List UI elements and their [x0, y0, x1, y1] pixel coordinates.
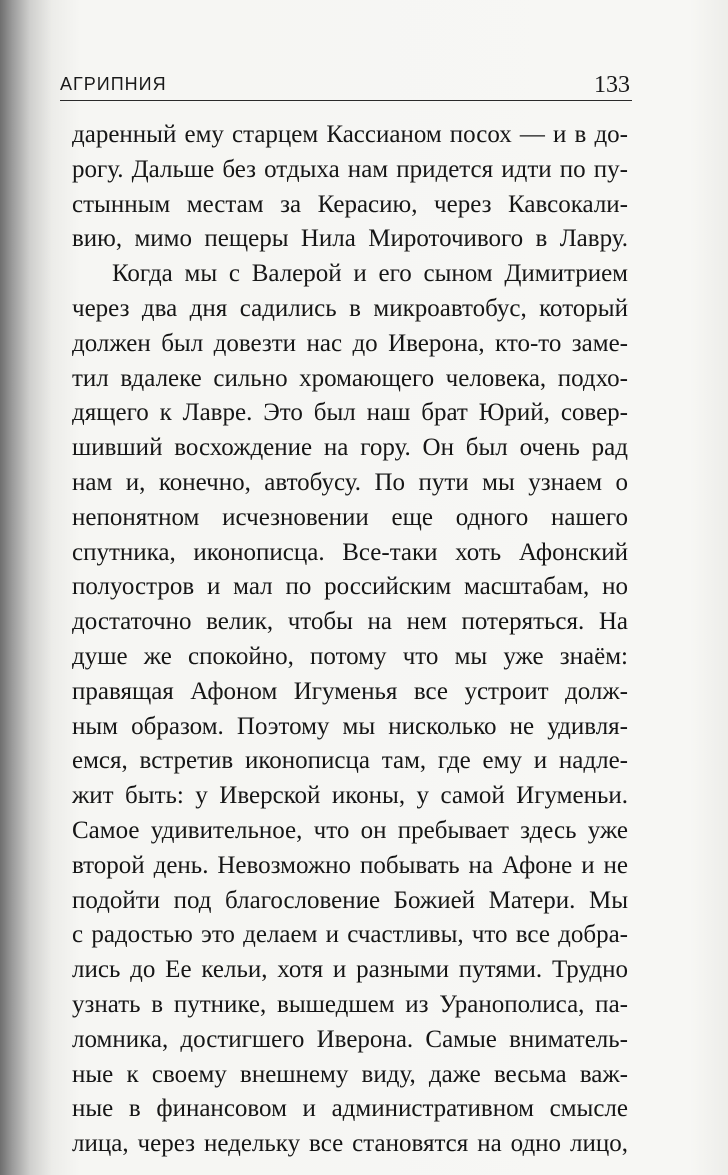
text-line: рогу. Дальше без отдыха нам придется идти по пу- — [72, 155, 628, 183]
text-line: с радостью это делаем и счастливы, что все добра- — [72, 921, 628, 949]
text-line: даренный ему старцем Кассианом посох — и в до- — [72, 121, 628, 148]
text-line: узнать в путнике, вышедшем из Уранополиса, па- — [72, 990, 628, 1018]
body-text — [72, 118, 628, 1162]
text-line: жит быть: у Иверской иконы, у самой Игуменьи. — [72, 782, 628, 810]
text-line: второй день. Невозможно побывать на Афоне и не — [72, 851, 628, 879]
page-header — [60, 72, 632, 101]
text-line: емся, встретив иконописца там, где ему и надле- — [72, 747, 628, 775]
text-line: достаточно велик, чтобы на нем потеряться. На — [72, 608, 628, 636]
text-line: шивший восхождение на гору. Он был очень рад — [72, 434, 628, 462]
text-line: стынным местам за Керасию, через Кавсокали- — [72, 190, 628, 218]
text-line: лица, через недельку все становятся на одно лицо, — [72, 1130, 628, 1158]
text-line: душе же спокойно, потому что мы уже знаём: — [72, 642, 628, 670]
running-head: АГРИПНИЯ — [60, 74, 167, 94]
text-line: полуостров и мал по российским масштабам, но — [72, 573, 628, 601]
page-number: 133 — [594, 72, 630, 98]
text-line: должен был довезти нас до Иверона, кто-то заме- — [72, 329, 628, 357]
text-line: подойти под благословение Божией Матери. Мы — [72, 886, 628, 914]
text-line: дящего к Лавре. Это был наш брат Юрий, совер- — [72, 399, 628, 427]
text-line: ные к своему внешнему виду, даже весьма важ- — [72, 1060, 628, 1088]
text-line: правящая Афоном Игуменья все устроит долж- — [72, 677, 628, 705]
text-line: ломника, достигшего Иверона. Самые вниматель- — [72, 1025, 628, 1053]
text-line: Самое удивительное, что он пребывает здесь уже — [72, 816, 628, 844]
text-line: спутника, иконописца. Все-таки хоть Афонский — [72, 538, 628, 566]
paragraph-start-line: Когда мы с Валерой и его сыном Димитрием — [112, 260, 628, 288]
text-line: тил вдалеке сильно хромающего человека, подхо- — [72, 364, 628, 392]
text-line: ные в финансовом и административном смысле — [72, 1095, 628, 1123]
text-line: непонятном исчезновении еще одного нашего — [72, 503, 628, 531]
text-line: лись до Ее кельи, хотя и разными путями. Трудно — [72, 956, 628, 984]
text-line: ным образом. Поэтому мы нисколько не удивля- — [72, 712, 628, 740]
text-line: через два дня садились в микроавтобус, который — [72, 294, 628, 322]
text-line: вию, мимо пещеры Нила Мироточивого в Лавру. — [72, 225, 628, 253]
text-line: нам и, конечно, автобусу. По пути мы узнаем о — [72, 468, 628, 496]
